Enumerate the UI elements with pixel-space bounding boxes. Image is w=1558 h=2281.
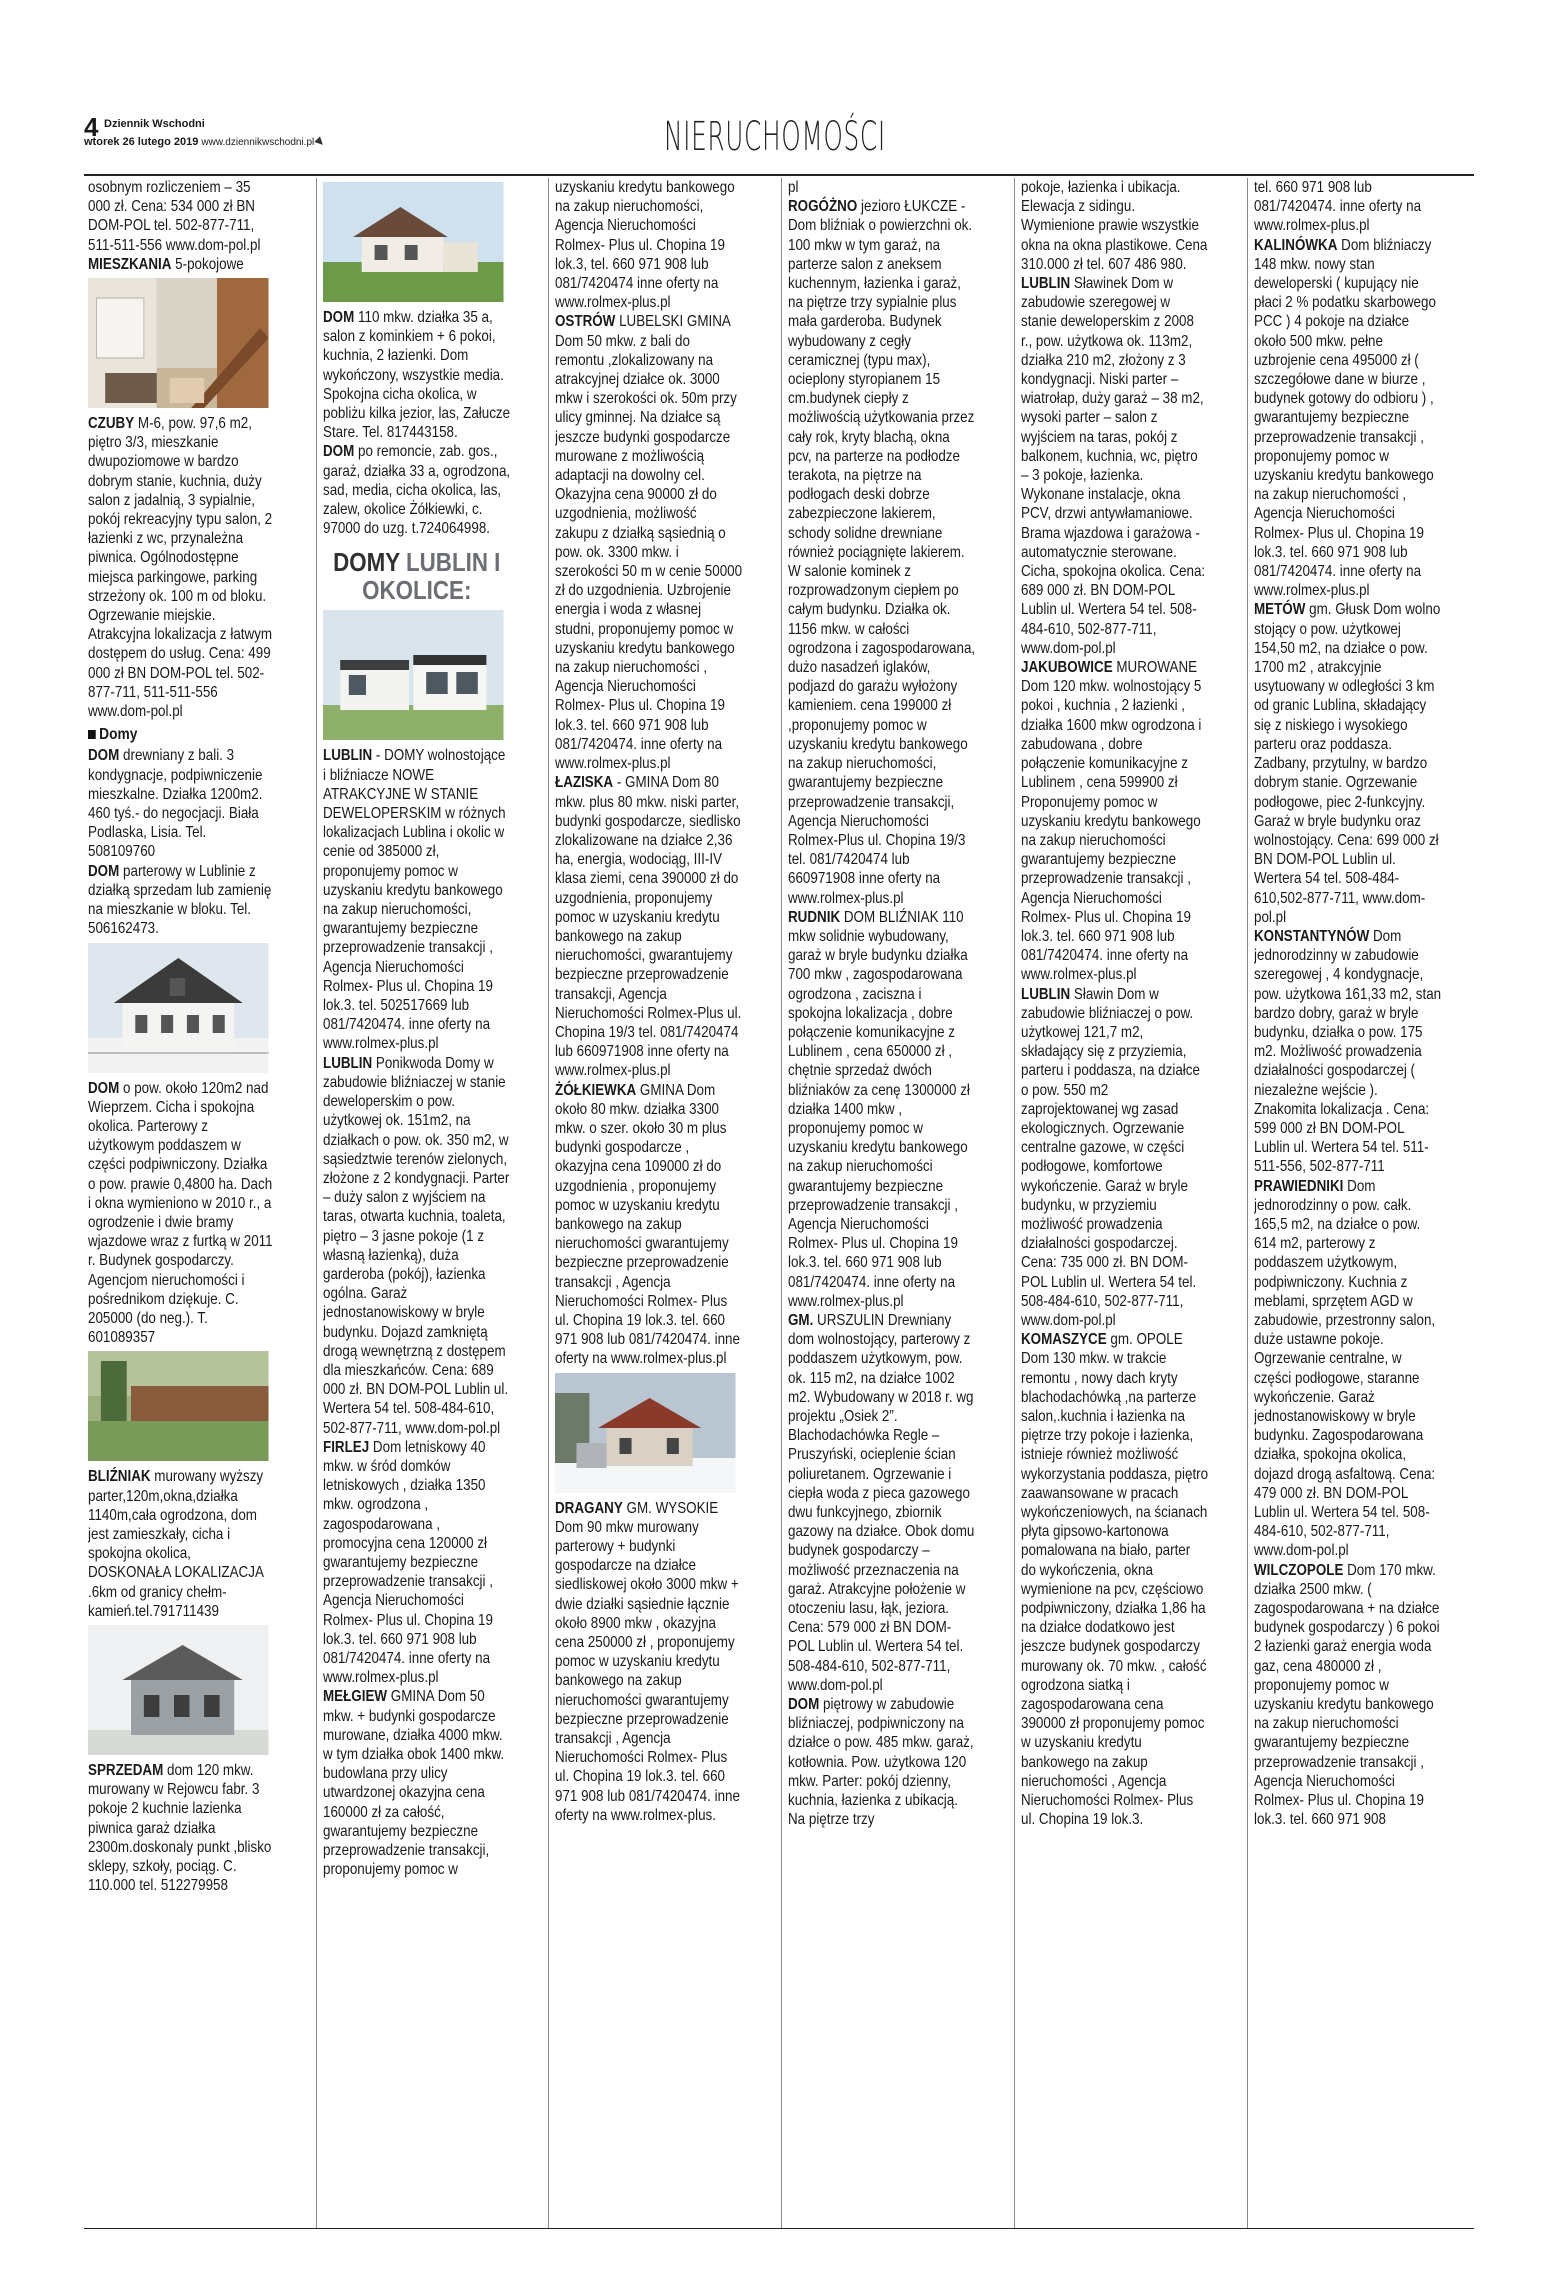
ad-body: GMINA Dom 50 mkw. + budynki gospodarcze murowane, działka 4000 mkw. w tym działka obok 1400 mkw. budowlana przy ulicy utwardzonej okazyjna cena 160000 zł za całość, gwarantujemy bezpieczne przeprowadzenie transakcji, proponujemy pomoc w	[323, 1688, 505, 1879]
photo-development	[323, 610, 510, 740]
ad-body: Dom letniskowy 40 mkw. w śród domków letniskowych , działka 1350 mkw. ogrodzona , zagospodarowana , promocyjna cena 120000 zł gwarantujemy bezpieczne przeprowadzenie transakcji , Agencja Nieruchomości Rolmex- Plus ul. Chopina 19 lok.3. tel. 660 971 908 lub 081/7420474. inne oferty na www.rolmex-plus.pl	[323, 1438, 493, 1687]
ad-text	[1021, 274, 1208, 658]
ad-body: gm. OPOLE Dom 130 mkw. w trakcie remontu , nowy dach kryty blachodachówką ,na parterze salon,.kuchnia i łazienka na piętrze trzy pokoje i łazienka, istnieje również możliwość wykorzystania poddasza, piętro zaawansowane w pracach wykończeniowych, na ścianach płyta gipsowo-kartonowa pomalowana na biało, parter do wykończenia, okna wymienione na pcv, częściowo podpiwniczony, działka 1,86 ha na działce dodatkowo jest jeszcze budynek gospodarczy murowany ok. 70 mkw. , całość ogrodzona siatką i zagospodarowana cena 390000 zł proponujemy pomoc w uzyskaniu kredytu bankowego na zakup nieruchomości , Agencja Nieruchomości Rolmex- Plus ul. Chopina 19 lok.3.	[1021, 1331, 1209, 1829]
ad-body: - GMINA Dom 80 mkw. plus 80 mkw. niski parter, budynki gospodarcze, siedlisko zlokalizowane na działce 2,36 ha, energia, wodociąg, III-IV klasa ziemi, cena 390000 zł do uzgodnienia, proponujemy pomoc w uzyskaniu kredytu bankowego na zakup nieruchomości, gwarantujemy bezpieczne przeprowadzenie transakcji, Agencja Nieruchomości Rolmex-Plus ul. Chopina 19/3 tel. 081/7420474 lub 660971908 inne oferty na www.rolmex-plus.pl	[555, 774, 742, 1080]
ad-text	[323, 1687, 510, 1879]
ad-text	[1021, 985, 1208, 1331]
ad-body: jezioro ŁUKCZE - Dom bliźniak o powierzchni ok. 100 mkw w tym garaż, na parterze salon z aneksem kuchennym, łazienka i garaż, na piętrze trzy sypialnie plus mała garderoba. Budynek wybudowany z cegły ceramicznej (typu max), ocieplony styropianem 15 cm.budynek ciepły z możliwością użytkowania przez cały rok, kryty blachą, okna pcv, na parterze na podłodze terakota, na piętrze na podłogach deski dobrze zabezpieczone lakierem, schody solidne drewniane również pociągnięte lakierem. W salonie kominek z rozprowadzonym ciepłem po całym budynku. Działka ok. 1156 mkw. w całości ogrodzona i zagospodarowana, dużo nasadzeń iglaków, podjazd do garażu wyłożony kamieniem. cena 199000 zł ,proponujemy pomoc w uzyskaniu kredytu bankowego na zakup nieruchomości, gwarantujemy bezpieczne przeprowadzenie transakcji, Agencja Nieruchomości Rolmex-Plus ul. Chopina 19/3 tel. 081/7420474 lub 660971908 inne oferty na www.rolmex-plus.pl	[788, 198, 976, 907]
ad-text	[323, 1438, 510, 1688]
ad-keyword: DOM	[88, 1079, 120, 1097]
ad-keyword: LUBLIN	[323, 747, 373, 765]
issue-date: wtorek 26 lutego 2019	[84, 136, 199, 148]
column-5	[1021, 178, 1208, 2228]
ad-text	[323, 1054, 510, 1438]
ad-keyword: DOM	[788, 1696, 820, 1714]
ad-body: drewniany z bali. 3 kondygnacje, podpiwniczenie mieszkalne. Działka 1200m2. 460 tyś.- do negocjacji. Biała Podlaska, Lisia. Tel. 508109760	[88, 747, 263, 861]
ad-keyword: SPRZEDAM	[88, 1761, 164, 1779]
ad-body: Dom jednorodzinny w zabudowie szeregowej , 4 kondygnacje, pow. użytkowa 161,33 m2, stan bardzo dobry, garaż w bryle budynku, działka o pow. 175 m2. Możliwość prowadzenia działalności gospodarczej ( niezależne wejście ). Znakomita lokalizacja . Cena: 599 000 zł BN DOM-POL Lublin ul. Wertera 54 tel. 511-511-556, 502-877-711	[1254, 927, 1442, 1176]
ad-text: pokoje, łazienka i ubikacja. Elewacja z sidingu. Wymienione prawie wszystkie okna na okna plastikowe. Cena 310.000 zł tel. 607 486 980.	[1021, 179, 1208, 273]
ad-keyword: KOMASZYCE	[1021, 1331, 1107, 1349]
ad-body: - DOMY wolnostojące i bliźniacze NOWE ATRAKCYJNE W STANIE DEWELOPERSKIM w różnych lokalizacjach Lublina i okolic w cenie od 385000 zł, proponujemy pomoc w uzyskaniu kredytu bankowego na zakup nieruchomości, gwarantujemy bezpieczne przeprowadzenie transakcji , Agencja Nieruchomości Rolmex- Plus ul. Chopina 19 lok.3. tel. 502517669 lub 081/7420474. inne oferty na www.rolmex-plus.pl	[323, 747, 506, 1053]
section-title: NIERUCHOMOŚCI	[664, 114, 886, 160]
page-number: 4	[84, 112, 99, 142]
ad-text	[88, 1761, 275, 1895]
ad-text	[555, 773, 742, 1080]
photo-white-house	[88, 943, 275, 1073]
ad-keyword: LUBLIN	[1021, 275, 1071, 293]
ad-text	[1254, 600, 1441, 926]
ad-keyword: DOM	[88, 862, 120, 880]
ad-keyword: BLIŹNIAK	[88, 1468, 151, 1486]
ad-text	[555, 1081, 742, 1369]
ad-text	[1021, 658, 1208, 984]
ad-body: po remoncie, zab. gos., garaż, działka 33 a, ogrodzona, sad, media, cicha okolica, las, zalew, okolice Żółkiewki, c. 97000 do uzg. t.724064998.	[323, 443, 511, 538]
column-2	[323, 178, 510, 2228]
ad-text	[88, 255, 275, 274]
photo-modern-house	[323, 182, 510, 302]
ad-keyword: ŻÓŁKIEWKA	[555, 1081, 637, 1099]
ad-keyword: DOM	[88, 747, 120, 765]
ad-text	[88, 746, 275, 861]
ad-text	[88, 862, 275, 939]
ad-text	[1254, 1561, 1441, 1830]
ad-body: gm. Głusk Dom wolno stojący o pow. użytkowej 154,50 m2, na działce o pow. 1700 m2 , atrakcyjnie usytuowany w odległości 3 km od granic Lublina, składający się z niskiego i wysokiego parteru oraz poddasza. Zadbany, przytulny, w bardzo dobrym stanie. Ogrzewanie podłogowe, piec 2-funkcyjny. Garaż w bryle budynku oraz wolnostojący. Cena: 699 000 zł BN DOM-POL Lublin ul. Wertera 54 tel. 508-484-610,502-877-711, www.dom-pol.pl	[1254, 601, 1441, 926]
ad-body: piętrowy w zabudowie bliźniaczej, podpiwniczony na działce o pow. 485 mkw. garaż, kotłownia. Pow. użytkowa 120 mkw. Parter: pokój dzienny, kuchnia, łazienka z ubikacją. Na piętrze trzy	[788, 1696, 974, 1829]
square-bullet-icon	[88, 730, 96, 739]
ad-text	[1254, 236, 1441, 601]
ad-body: Dom bliźniaczy 148 mkw. nowy stan deweloperski ( kupujący nie płaci 2 % podatku skarbowego PCC ) 4 pokoje na działce około 500 mkw. pełne uzbrojenie cena 495000 zł ( szczegółowe dane w biurze , budynek gotowy do odbioru ) , gwarantujemy bezpieczne przeprowadzenie transakcji , proponujemy pomoc w uzyskaniu kredytu bankowego na zakup nieruchomości , Agencja Nieruchomości Rolmex- Plus ul. Chopina 19 lok.3. tel. 660 971 908 lub 081/7420474. inne oferty na www.rolmex-plus.pl	[1254, 236, 1436, 600]
ad-keyword: KONSTANTYNÓW	[1254, 927, 1370, 945]
ad-keyword: DOM	[323, 443, 355, 461]
ad-keyword: CZUBY	[88, 415, 135, 433]
photo-winter-house	[555, 1373, 742, 1493]
ad-keyword: DOM	[323, 309, 355, 326]
issue-date-line	[84, 136, 324, 149]
ad-keyword: KALINÓWKA	[1254, 236, 1338, 254]
ad-body: Sławinek Dom w zabudowie szeregowej w stanie deweloperskim z 2008 r., pow. użytkowa ok. 113m2, działka 210 m2, złożony z 3 kondygnacji. Niski parter – wiatrołap, duży garaż – 38 m2, wysoki parter – salon z wyjściem na taras, pokój z balkonem, kuchnia, wc, piętro – 3 pokoje, łazienka. Wykonane instalacje, okna PCV, drzwi antywłamaniowe. Brama wjazdowa i garażowa - automatycznie sterowane. Cicha, spokojna okolica. Cena: 689 000 zł. BN DOM-POL Lublin ul. Wertera 54 tel. 508-484-610, 502-877-711, www.dom-pol.pl	[1021, 275, 1206, 657]
photo-grey-house	[88, 1625, 275, 1755]
ad-keyword: ROGÓŻNO	[788, 198, 858, 216]
ad-keyword: RUDNIK	[788, 908, 841, 926]
ad-body: dom 120 mkw. murowany w Rejowcu fabr. 3 pokoje 2 kuchnie lazienka piwnica garaż działka 2300m.doskonaly punkt ,blisko sklepy, szkoły, pociąg. C. 110.000 tel. 512279958	[88, 1761, 272, 1895]
ad-text	[788, 908, 975, 1311]
ad-body: GMINA Dom około 80 mkw. działka 3300 mkw. o szer. około 30 m plus budynki gospodarcze , okazyjna cena 109000 zł do uzgodnienia , proponujemy pomoc w uzyskaniu kredytu bankowego na zakup nieruchomości gwarantujemy bezpieczne przeprowadzenie transakcji , Agencja Nieruchomości Rolmex- Plus ul. Chopina 19 lok.3. tel. 660 971 908 lub 081/7420474. inne oferty na www.rolmex-plus.pl	[555, 1081, 740, 1368]
ad-text	[555, 312, 742, 773]
ad-keyword: LUBLIN	[1021, 985, 1071, 1003]
ad-keyword: ŁAZISKA	[555, 774, 614, 792]
ad-text: pl	[788, 179, 799, 196]
ad-text	[788, 1311, 975, 1695]
ad-body: URSZULIN Drewniany dom wolnostojący, parterowy z poddaszem użytkowym, pow. ok. 115 m2, na działce 1002 m2. Wybudowany w 2018 r. wg projektu „Osiek 2”. Blachodachówka Regle – Pruszyński, ocieplenie ścian poliuretanem. Ogrzewanie i ciepła woda z pieca gazowego dwu funkcyjnego, zbiornik gazowy na działce. Obok domu budynek gospodarczy – możliwość przeznaczenia na garaż. Atrakcyjne położenie w otoczeniu lasu, łąk, jeziora. Cena: 579 000 zł BN DOM-POL Lublin ul. Wertera 54 tel. 508-484-610, 502-877-711, www.dom-pol.pl	[788, 1311, 975, 1694]
column-divider	[1014, 178, 1015, 2228]
ad-body: o pow. około 120m2 nad Wieprzem. Cicha i spokojna okolica. Parterowy z użytkowym poddaszem w części podpiwniczony. Działka o pow. prawie 0,4800 ha. Dach i okna wymieniono w 2010 r., a ogrodzenie i dwie bramy wjazdowe wraz z furtką w 2011 r. Budynek gospodarczy. Agencjom nieruchomości i pośrednikom dziękuje. C. 205000 (do neg.). T. 601089357	[88, 1079, 273, 1347]
ad-keyword: JAKUBOWICE	[1021, 659, 1113, 677]
column-divider	[1247, 178, 1248, 2228]
column-divider	[781, 178, 782, 2228]
ad-keyword: MIESZKANIA	[88, 255, 172, 273]
header-rule	[84, 174, 1474, 176]
column-4	[788, 178, 975, 2228]
ad-text: uzyskaniu kredytu bankowego na zakup nieruchomości, Agencja Nieruchomości Rolmex- Plus ul. Chopina 19 lok.3, tel. 660 971 908 lub 081/7420474 inne oferty na www.rolmex-plus.pl	[555, 179, 735, 312]
ad-body: M-6, pow. 97,6 m2, piętro 3/3, mieszkanie dwupoziomowe w bardzo dobrym stanie, kuchnia, duży salon z jadalnią, 3 sypialnie, pokój rekreacyjny typu salon, 2 łazienki z wc, przynależna piwnica. Ogólnodostępne miejsca parkingowe, parking strzeżony ok. 100 m od bloku. Ogrzewanie miejskie. Atrakcyjna lokalizacja z łatwym dostępem do usług. Cena: 499 000 zł BN DOM-POL tel. 502-877-711, 511-511-556 www.dom-pol.pl	[88, 415, 273, 721]
ad-keyword: GM.	[788, 1311, 814, 1329]
photo-fence	[88, 1351, 275, 1461]
ad-text	[88, 1079, 275, 1348]
site-url[interactable]: www.dziennikwschodni.pl	[201, 137, 315, 148]
ad-text	[88, 1467, 275, 1621]
ad-keyword: PRAWIEDNIKI	[1254, 1177, 1344, 1195]
ad-text	[1254, 927, 1441, 1177]
ad-text	[88, 414, 275, 721]
ad-text	[788, 197, 975, 908]
page-header	[84, 108, 1474, 172]
column-1	[88, 178, 275, 2228]
ad-text	[1021, 1330, 1208, 1829]
ad-body: 110 mkw. działka 35 a, salon z kominkiem + 6 pokoi, kuchnia, 2 łazienki. Dom wykończony, wszystkie media. Spokojna cicha okolica, w pobliżu kilka jezior, las, Załucze Stare. Tel. 817443158.	[323, 309, 511, 442]
photo-interior	[88, 278, 275, 408]
ad-text	[555, 1499, 742, 1825]
ad-text	[323, 746, 510, 1053]
ad-body: parterowy w Lublinie z działką sprzedam lub zamienię na mieszkanie w bloku. Tel. 506162473.	[88, 862, 272, 938]
ad-text	[323, 442, 510, 538]
column-6	[1254, 178, 1441, 2228]
ad-text: osobnym rozliczeniem – 35 000 zł. Cena: 534 000 zł BN DOM-POL tel. 502-877-711, 511-511-556 www.dom-pol.pl	[88, 179, 261, 254]
ad-text	[323, 308, 510, 442]
ad-keyword: MEŁGIEW	[323, 1688, 388, 1706]
ad-body: Dom jednorodzinny o pow. całk. 165,5 m2, na działce o pow. 614 m2, parterowy z poddaszem użytkowym, podpiwniczony. Kuchnia z meblami, sprzętem AGD w zabudowie, przestronny salon, duże ustawne pokoje. Ogrzewanie centralne, w części podłogowe, staranne wykończenie. Garaż jednostanowiskowy w bryle budynku. Zagospodarowana działka, spokojna okolica, dojazd drogą asfaltową. Cena: 479 000 zł. BN DOM-POL Lublin ul. Wertera 54 tel. 508-484-610, 502-877-711, www.dom-pol.pl	[1254, 1177, 1436, 1560]
ad-body: 5-pokojowe	[171, 255, 244, 273]
ad-body: GM. WYSOKIE Dom 90 mkw murowany parterowy + budynki gospodarcze na działce siedliskowej około 3000 mkw + dwie działki sąsiednie łącznie około 8900 mkw , okazyjna cena 250000 zł , proponujemy pomoc w uzyskaniu kredytu bankowego na zakup nieruchomości gwarantujemy bezpieczne przeprowadzenie transakcji , Agencja Nieruchomości Rolmex- Plus ul. Chopina 19 lok.3. tel. 660 971 908 lub 081/7420474. inne oferty na www.rolmex-plus.	[555, 1499, 740, 1824]
category-heading: Domy	[88, 725, 275, 744]
ad-body: DOM BLIŹNIAK 110 mkw solidnie wybudowany, garaż w bryle budynku działka 700 mkw , zagospodarowana ogrodzona , zaciszna i spokojna lokalizacja , dobre połączenie komunikacyjne z Lublinem , cena 650000 zł , chętnie sprzedaż dwóch bliźniaków za cenę 1300000 zł działka 1400 mkw , proponujemy pomoc w uzyskaniu kredytu bankowego na zakup nieruchomości gwarantujemy bezpieczne przeprowadzenie transakcji , Agencja Nieruchomości Rolmex- Plus ul. Chopina 19 lok.3. tel. 660 971 908 lub 081/7420474. inne oferty na www.rolmex-plus.pl	[788, 908, 970, 1310]
ad-text	[1254, 1177, 1441, 1561]
cursor-icon	[315, 136, 326, 147]
ad-body: Dom 170 mkw. działka 2500 mkw. ( zagospodarowana + na działce budynek gospodarczy ) 6 pokoi 2 łazienki garaż energia woda gaz, cena 480000 zł , proponujemy pomoc w uzyskaniu kredytu bankowego na zakup nieruchomości gwarantujemy bezpieczne przeprowadzenie transakcji , Agencja Nieruchomości Rolmex- Plus ul. Chopina 19 lok.3. tel. 660 971 908	[1254, 1561, 1440, 1829]
ad-body: Ponikwoda Domy w zabudowie bliźniaczej w stanie deweloperskim o pow. użytkowej ok. 151m2, na działkach o pow. ok. 350 m2, w sąsiedztwie terenów zielonych, złożone z 2 kondygnacji. Parter – duży salon z wyjściem na taras, otwarta kuchnia, toaleta, piętro – 3 jasne pokoje (1 z własną łazienką), duża garderoba (pokój), łazienka ogólna. Garaż jednostanowiskowy w bryle budynku. Dojazd zamkniętą drogą wewnętrzną z dostępem dla mieszkańców. Cena: 689 000 zł. BN DOM-POL Lublin ul. Wertera 54 tel. 508-484-610, 502-877-711, www.dom-pol.pl	[323, 1054, 510, 1437]
ad-keyword: LUBLIN	[323, 1054, 373, 1072]
ad-body: MUROWANE Dom 120 mkw. wolnostojący 5 pokoi , kuchnia , 2 łazienki , działka 1600 mkw ogrodzona i zabudowana , dobre połączenie komunikacyjne z Lublinem , cena 599900 zł Proponujemy pomoc w uzyskaniu kredytu bankowego na zakup nieruchomości gwarantujemy bezpieczne przeprowadzenie transakcji , Agencja Nieruchomości Rolmex- Plus ul. Chopina 19 lok.3. tel. 660 971 908 lub 081/7420474. inne oferty na www.rolmex-plus.pl	[1021, 659, 1202, 984]
ad-keyword: METÓW	[1254, 601, 1306, 619]
promo-heading: DOMY LUBLIN I OKOLICE:	[333, 547, 501, 606]
publication-name: Dziennik Wschodni	[104, 118, 205, 130]
column-divider	[548, 178, 549, 2228]
ad-keyword: WILCZOPOLE	[1254, 1561, 1344, 1579]
ad-text: tel. 660 971 908 lub 081/7420474. inne oferty na www.rolmex-plus.pl	[1254, 179, 1422, 235]
column-3	[555, 178, 742, 2228]
ad-keyword: OSTRÓW	[555, 313, 616, 331]
ad-text	[788, 1695, 975, 1829]
column-divider	[316, 178, 317, 2228]
ad-body: murowany wyższy parter,120m,okna,działka 1140m,cała ogrodzona, dom jest zamieszkały, cicha i spokojna okolica, DOSKONAŁA LOKALIZACJA .6km od granicy chełm-kamień.tel.791711439	[88, 1468, 264, 1620]
ad-body: LUBELSKI GMINA Dom 50 mkw. z bali do remontu ,zlokalizowany na atrakcyjnej działce ok. 3000 mkw i szerokości ok. 50m przy ulicy gminnej. Na działce są jeszcze budynki gospodarcze murowane z możliwością adaptacji na dowolny cel. Okazyjna cena 90000 zł do uzgodnienia, możliwość zakupu z działką sąsiednią o pow. ok. 3300 mkw. i szerokości 50 m w cenie 50000 zł do uzgodnienia. Uzbrojenie energia i woda z własnej studni, proponujemy pomoc w uzyskaniu kredytu bankowego na zakup nieruchomości , Agencja Nieruchomości Rolmex- Plus ul. Chopina 19 lok.3. tel. 660 971 908 lub 081/7420474. inne oferty na www.rolmex-plus.pl	[555, 313, 743, 773]
ad-keyword: DRAGANY	[555, 1499, 623, 1517]
ad-body: Sławin Dom w zabudowie bliźniaczej o pow. użytkowej 121,7 m2, składający się z przyziemia, parteru i poddasza, na działce o pow. 550 m2 zaprojektowanej wg zasad ekologicznych. Ogrzewanie centralne gazowe, w części podłogowe, komfortowe wykończenie. Garaż w bryle budynku, w przyziemiu możliwość prowadzenia działalności gospodarczej. Cena: 735 000 zł. BN DOM-POL Lublin ul. Wertera 54 tel. 508-484-610, 502-877-711, www.dom-pol.pl	[1021, 985, 1200, 1329]
ad-keyword: FIRLEJ	[323, 1438, 370, 1456]
footer-rule	[84, 2228, 1474, 2229]
